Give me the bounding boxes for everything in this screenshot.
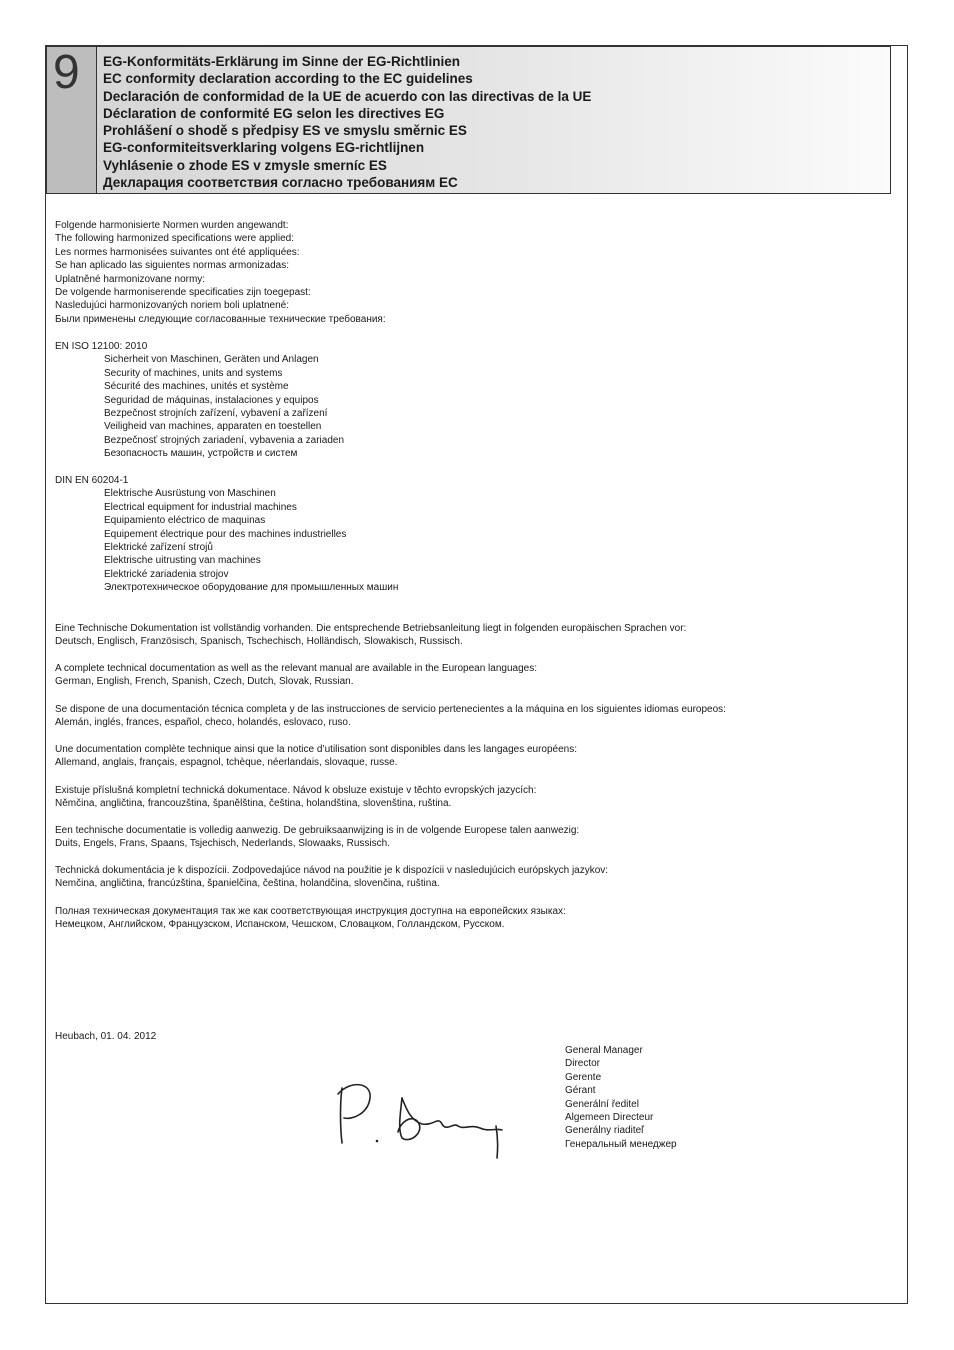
header-title-sk: Vyhlásenie o zhode ES v zmysle smerníc ES xyxy=(103,157,387,173)
signatory-titles xyxy=(565,1044,677,1151)
documentation-fr xyxy=(55,743,577,770)
documentation-languages: Deutsch, Englisch, Französisch, Spanisch, Tschechisch, Holländisch, Slowakisch, Russisch. xyxy=(55,636,463,648)
standard-desc: Equipamiento eléctrico de maquinas xyxy=(104,515,266,527)
documentation-line: Полная техническая документация так же как соответствующая инструкция доступна на европейских языках: xyxy=(55,906,566,917)
documentation-sk xyxy=(55,864,608,891)
intro-line: Folgende harmonisierte Normen wurden angewandt: xyxy=(55,220,289,231)
header-title-cs: Prohlášení o shodě s předpisy ES ve smyslu směrnic ES xyxy=(103,123,467,139)
documentation-es xyxy=(55,703,726,730)
documentation-line: Se dispone de una documentación técnica completa y de las instrucciones de servicio pertenecientes a la máquina en los siguientes idiomas europeos: xyxy=(55,704,726,715)
documentation-line: Een technische documentatie is volledig aanwezig. De gebruiksaanwijzing is in de volgende Europese talen aanwezig: xyxy=(55,825,580,836)
documentation-line: Existuje příslušná kompletní technická dokumentace. Návod k obsluze existuje v těchto evropských jazycích: xyxy=(55,785,537,796)
intro-line: Uplatněné harmonizovane normy: xyxy=(55,273,206,285)
documentation-languages: Němčina, angličtina, francouzština, španělština, čeština, holandština, slovenština, ruština. xyxy=(55,798,452,810)
chapter-number: 9 xyxy=(53,46,80,99)
intro-line: Nasledujúci harmonizovaných noriem boli uplatnené: xyxy=(55,300,290,312)
documentation-languages: Немецком, Английском, Французском, Испанском, Чешском, Словацком, Голландском, Русском. xyxy=(55,919,505,931)
intro-line: Se han aplicado las siguientes normas armonizadas: xyxy=(55,260,290,272)
signatory-title: Director xyxy=(565,1058,601,1070)
standard-desc: Bezpečnost strojních zařízení, vybavení a zařízení xyxy=(104,408,328,420)
documentation-de xyxy=(55,622,686,649)
documentation-line: Eine Technische Dokumentation ist vollständig vorhanden. Die entsprechende Betriebsanleitung liegt in folgenden europäischen Sprachen vor: xyxy=(55,623,687,634)
signatory-title: General Manager xyxy=(565,1045,643,1056)
header-title-en: EC conformity declaration according to the EC guidelines xyxy=(103,71,473,87)
place-date: Heubach, 01. 04. 2012 xyxy=(55,1031,157,1042)
signatory-title: Generálny riaditeľ xyxy=(565,1125,645,1137)
documentation-en xyxy=(55,662,537,689)
standard-desc: Veiligheid van machines, apparaten en toestellen xyxy=(104,421,322,433)
applied-standards-intro xyxy=(55,219,386,326)
standard-code: EN ISO 12100: 2010 xyxy=(55,341,148,352)
standard-desc: Электротехническое оборудование для промышленных машин xyxy=(104,582,399,594)
standard-iso-12100 xyxy=(55,340,344,461)
intro-line: Les normes harmonisées suivantes ont été appliquées: xyxy=(55,246,300,258)
standard-desc: Seguridad de máquinas, instalaciones y equipos xyxy=(104,394,319,406)
documentation-line: Une documentation complète technique ainsi que la notice d’utilisation sont disponibles dans les langages européens: xyxy=(55,744,578,755)
declaration-header xyxy=(46,46,891,194)
signatory-title: Gérant xyxy=(565,1085,596,1097)
header-title-ru: Декларация соответствия согласно требованиям EC xyxy=(103,175,458,191)
signatory-title: Генеральный менеджер xyxy=(565,1138,677,1150)
standard-desc: Bezpečnosť strojných zariadení, vybavenia a zariaden xyxy=(104,434,344,446)
header-title-es: Declaración de conformidad de la UE de acuerdo con las directivas de la UE xyxy=(103,88,592,104)
documentation-ru xyxy=(55,905,566,932)
documentation-cs xyxy=(55,784,536,811)
documentation-languages: Allemand, anglais, français, espagnol, tchèque, néerlandais, slovaque, russe. xyxy=(55,757,398,769)
standard-desc: Elektrische Ausrüstung von Maschinen xyxy=(104,488,276,500)
intro-line: The following harmonized specifications were applied: xyxy=(55,233,295,245)
signature xyxy=(330,1078,510,1163)
header-title-de: EG-Konformitäts-Erklärung im Sinne der EG-Richtlinien xyxy=(103,54,461,69)
standard-desc: Elektrische uitrusting van machines xyxy=(104,555,261,567)
header-titles xyxy=(97,47,591,193)
documentation-languages: Duits, Engels, Frans, Spaans, Tsjechisch, Nederlands, Slowaaks, Russisch. xyxy=(55,838,390,850)
standard-code: DIN EN 60204-1 xyxy=(55,475,129,486)
documentation-languages: Alemán, inglés, frances, español, checo, holandés, eslovaco, ruso. xyxy=(55,717,351,729)
standard-desc: Sécurité des machines, unités et système xyxy=(104,381,289,393)
intro-line: De volgende harmoniserende specificaties zijn toegepast: xyxy=(55,287,311,299)
header-title-fr: Déclaration de conformité EG selon les directives EG xyxy=(103,105,445,121)
standard-desc: Elektrické zariadenia strojov xyxy=(104,568,229,580)
standard-desc: Security of machines, units and systems xyxy=(104,367,283,379)
standard-en-60204 xyxy=(55,474,398,595)
documentation-languages: Nemčina, angličtina, francúzština, španielčina, čeština, holandčina, slovenčina, ruština. xyxy=(55,878,440,890)
documentation-languages: German, English, French, Spanish, Czech, Dutch, Slovak, Russian. xyxy=(55,676,354,688)
documentation-nl xyxy=(55,824,579,851)
header-title-nl: EG-conformiteitsverklaring volgens EG-richtlijnen xyxy=(103,140,425,156)
standard-desc: Equipement électrique pour des machines industrielles xyxy=(104,528,347,540)
documentation-line: Technická dokumentácia je k dispozícii. Zodpovedajúce návod na použitie je k dispozícii v nasledujúcich európskych jazykov: xyxy=(55,865,609,876)
signatory-title: Generální ředitel xyxy=(565,1098,639,1110)
standard-desc: Sicherheit von Maschinen, Geräten und Anlagen xyxy=(104,354,319,366)
documentation-line: A complete technical documentation as well as the relevant manual are available in the European languages: xyxy=(55,663,537,674)
standard-desc: Electrical equipment for industrial machines xyxy=(104,501,297,513)
standard-desc: Elektrické zařízení strojů xyxy=(104,542,213,554)
intro-line: Были применены следующие согласованные технические требования: xyxy=(55,313,386,325)
chapter-box xyxy=(47,47,97,193)
signatory-title: Algemeen Directeur xyxy=(565,1112,654,1124)
standard-desc: Безопасность машин, устройств и систем xyxy=(104,448,298,460)
signatory-title: Gerente xyxy=(565,1071,602,1083)
